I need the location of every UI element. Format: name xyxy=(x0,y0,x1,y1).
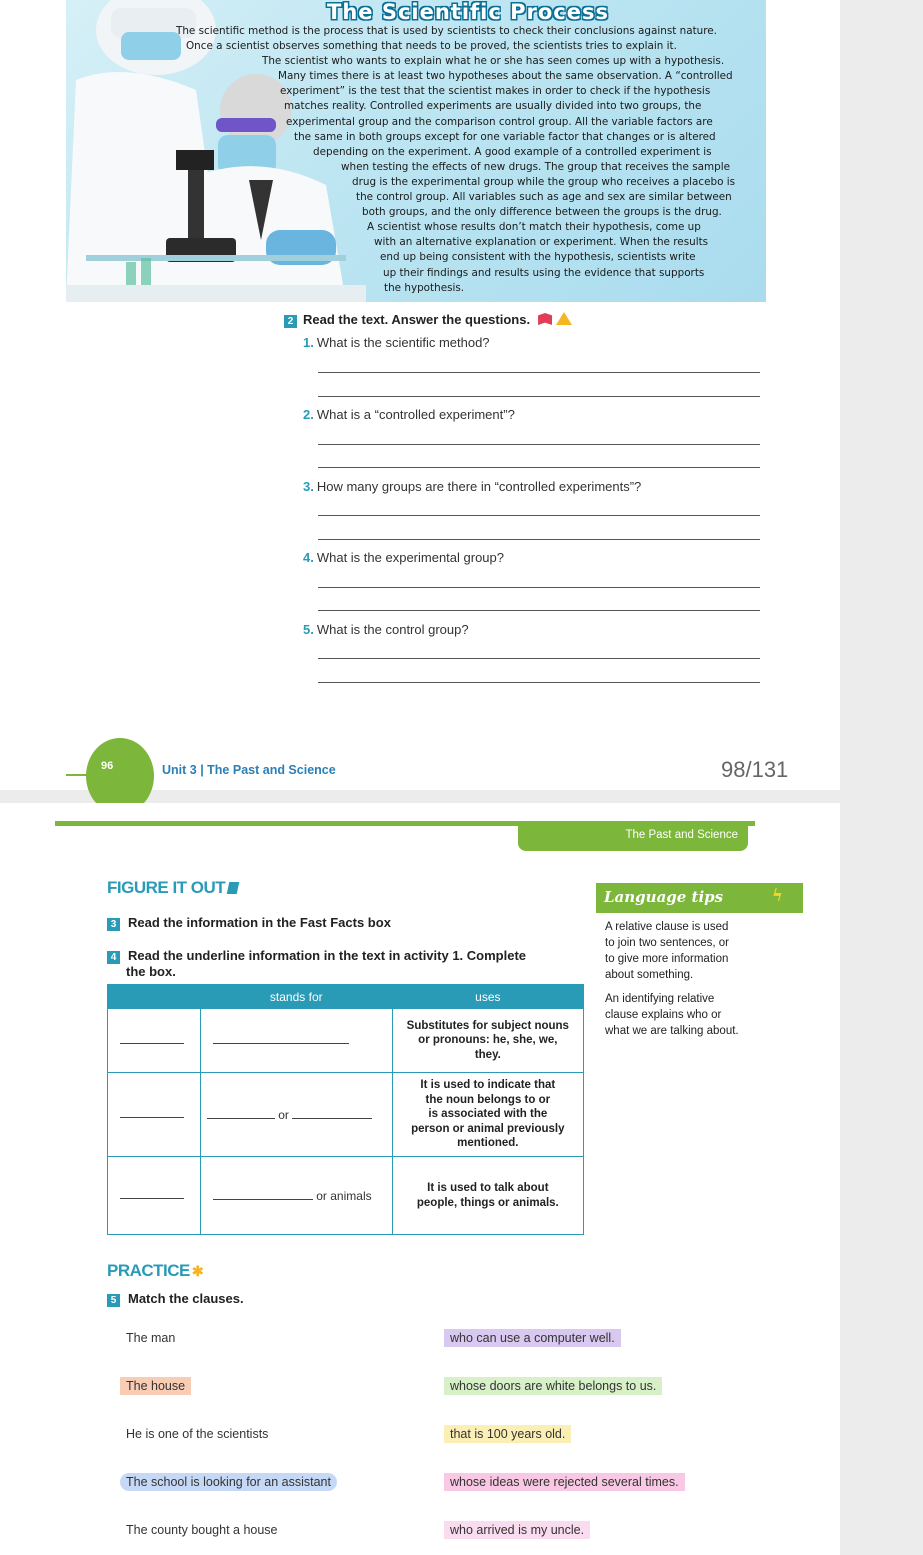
table-header: uses xyxy=(392,985,583,1009)
use-line: Substitutes for subject nouns xyxy=(406,1019,569,1032)
match-clause-left[interactable]: The man xyxy=(126,1331,176,1345)
match-clause-right[interactable]: whose ideas were rejected several times. xyxy=(444,1473,685,1491)
question-text: What is the experimental group? xyxy=(316,550,504,565)
stands-for-cell[interactable] xyxy=(200,1157,392,1235)
tip-line: to give more information xyxy=(605,953,729,965)
article-passage xyxy=(66,24,766,296)
page-number: 96 xyxy=(101,760,114,772)
question-text: What is the control group? xyxy=(316,622,469,637)
answer-line[interactable] xyxy=(318,587,760,588)
use-line: or pronouns: he, she, we, xyxy=(418,1034,558,1047)
match-clause-left[interactable]: The county bought a house xyxy=(126,1523,278,1537)
match-clause-left[interactable]: He is one of the scientists xyxy=(126,1427,269,1441)
passage-line: The scientific method is the process that is used by scientists to check their conclusions against nature. xyxy=(176,25,717,37)
passage-line: when testing the effects of new drugs. The group that receives the sample xyxy=(341,160,730,173)
use-line: is associated with the xyxy=(428,1108,548,1121)
answer-line[interactable] xyxy=(318,610,760,611)
question-4 xyxy=(303,550,504,565)
use-line: people, things or animals. xyxy=(416,1196,559,1209)
stands-for-cell[interactable] xyxy=(200,1073,392,1157)
question-text: What is a “controlled experiment”? xyxy=(316,407,515,422)
match-clause-left[interactable]: The school is looking for an assistant xyxy=(120,1473,337,1491)
activity-number-badge: 2 xyxy=(284,315,297,328)
uses-cell xyxy=(392,1157,583,1235)
uses-cell xyxy=(392,1009,583,1073)
tip-line: to join two sentences, or xyxy=(605,937,730,949)
passage-line: experiment” is the test that the scientist makes in order to check if the hypothesis xyxy=(280,85,711,98)
cell-connector: or animals xyxy=(316,1188,372,1203)
answer-line[interactable] xyxy=(318,396,760,397)
heading-text: PRACTICE xyxy=(107,1261,190,1280)
question-number: 3. xyxy=(303,479,314,494)
answer-line[interactable] xyxy=(318,682,760,683)
use-line: mentioned. xyxy=(457,1137,519,1150)
tip-line: about something. xyxy=(605,969,694,981)
match-clause-right[interactable]: who arrived is my uncle. xyxy=(444,1521,590,1539)
passage-line: both groups, and the only difference between the groups is the drug. xyxy=(362,206,722,219)
match-clause-right[interactable]: that is 100 years old. xyxy=(444,1425,571,1443)
question-2 xyxy=(303,407,515,422)
instruction-text: Read the underline information in the text in activity 1. Complete xyxy=(128,948,527,963)
lightning-icon: ϟ xyxy=(771,886,783,906)
question-number: 2. xyxy=(303,407,314,422)
passage-line: up their findings and results using the evidence that supports xyxy=(383,266,705,279)
stands-for-cell[interactable] xyxy=(200,1009,392,1073)
passage-line: the same in both groups except for one variable factor that changes or is altered xyxy=(294,130,716,143)
textbook-page-96 xyxy=(0,0,840,790)
table-row xyxy=(108,1157,584,1235)
instruction-text: the box. xyxy=(126,964,176,979)
match-clause-right[interactable]: who can use a computer well. xyxy=(444,1329,621,1347)
tip-line: An identifying relative xyxy=(605,993,715,1005)
figure-it-out-heading xyxy=(107,878,238,898)
answer-line[interactable] xyxy=(318,372,760,373)
page-tab-rule xyxy=(66,774,154,776)
table-header-row xyxy=(108,985,584,1009)
triangle-icon xyxy=(556,312,572,325)
unit-label: Unit 3 | The Past and Science xyxy=(162,763,336,777)
heading-text: FIGURE IT OUT xyxy=(107,878,226,897)
table-row xyxy=(108,1073,584,1157)
use-line: they. xyxy=(474,1048,501,1061)
use-line: It is used to talk about xyxy=(427,1182,549,1194)
passage-line: experimental group and the comparison control group. All the variable factors are xyxy=(286,115,713,128)
passage-line: Once a scientist observes something that needs to be proved, the scientists tries to explain it. xyxy=(186,40,677,53)
answer-line[interactable] xyxy=(318,515,760,516)
passage-line: A scientist whose results don’t match their hypothesis, come up xyxy=(367,221,701,234)
passage-line: the control group. All variables such as age and sex are similar between xyxy=(356,191,732,204)
question-number: 1. xyxy=(303,335,314,350)
question-number: 4. xyxy=(303,550,314,565)
passage-line: Many times there is at least two hypotheses about the same observation. A “controlled xyxy=(278,70,733,83)
pronoun-cell[interactable] xyxy=(108,1009,201,1073)
activity-5-instruction xyxy=(107,1291,244,1307)
match-clause-left[interactable]: The house xyxy=(120,1377,191,1395)
answer-line[interactable] xyxy=(318,444,760,445)
activity-number-badge: 3 xyxy=(107,918,120,931)
question-1 xyxy=(303,335,490,350)
passage-line: depending on the experiment. A good example of a controlled experiment is xyxy=(313,145,712,158)
tip-line: A relative clause is used xyxy=(605,921,729,933)
passage-line: drug is the experimental group while the group who receives a placebo is xyxy=(352,175,736,188)
use-line: It is used to indicate that xyxy=(420,1079,556,1092)
question-number: 5. xyxy=(303,622,314,637)
textbook-page-97 xyxy=(0,803,840,1555)
star-icon: ✱ xyxy=(191,1263,204,1279)
instruction-text: Match the clauses. xyxy=(128,1291,244,1306)
activity-2-heading xyxy=(284,312,572,328)
question-text: What is the scientific method? xyxy=(316,335,490,350)
page-counter: 98/131 xyxy=(721,757,789,782)
answer-line[interactable] xyxy=(318,467,760,468)
table-header: stands for xyxy=(200,985,392,1009)
activity-number-badge: 4 xyxy=(107,951,120,964)
tip-line: clause explains who or xyxy=(605,1009,722,1021)
pronoun-cell[interactable] xyxy=(108,1073,201,1157)
language-tips-header xyxy=(596,883,803,913)
question-text: How many groups are there in “controlled experiments”? xyxy=(316,479,642,494)
practice-heading xyxy=(107,1261,203,1281)
table-header xyxy=(108,985,201,1009)
answer-line[interactable] xyxy=(318,658,760,659)
pronoun-cell[interactable] xyxy=(108,1157,201,1235)
relative-pronoun-table xyxy=(107,984,584,1235)
question-5 xyxy=(303,622,469,637)
table-row xyxy=(108,1009,584,1073)
activity-3-instruction xyxy=(107,915,391,931)
use-line: person or animal previously xyxy=(411,1122,565,1135)
book-icon xyxy=(227,882,240,894)
answer-line[interactable] xyxy=(318,539,760,540)
use-line: the noun belongs to or xyxy=(425,1093,551,1106)
cell-connector: or xyxy=(278,1107,289,1122)
activity-2-instruction: Read the text. Answer the questions. xyxy=(303,312,531,327)
activity-number-badge: 5 xyxy=(107,1294,120,1307)
tip-line: what we are talking about. xyxy=(605,1025,739,1037)
uses-cell xyxy=(392,1073,583,1157)
tips-title: Language tips xyxy=(604,888,724,906)
passage-line: The scientist who wants to explain what he or she has seen comes up with a hypothesis. xyxy=(262,55,725,68)
section-tab: The Past and Science xyxy=(518,823,748,851)
passage-line: end up being consistent with the hypothesis, scientists write xyxy=(380,251,696,264)
article-title: The Scientific Process xyxy=(327,0,609,24)
question-3 xyxy=(303,479,641,494)
book-icon xyxy=(538,313,552,325)
match-clause-right[interactable]: whose doors are white belongs to us. xyxy=(444,1377,662,1395)
passage-line: matches reality. Controlled experiments are usually divided into two groups, the xyxy=(284,100,702,113)
passage-line: the hypothesis. xyxy=(384,281,465,294)
instruction-text: Read the information in the Fast Facts box xyxy=(128,915,391,930)
activity-4-instruction xyxy=(107,948,526,980)
passage-line: with an alternative explanation or experiment. When the results xyxy=(374,236,709,249)
